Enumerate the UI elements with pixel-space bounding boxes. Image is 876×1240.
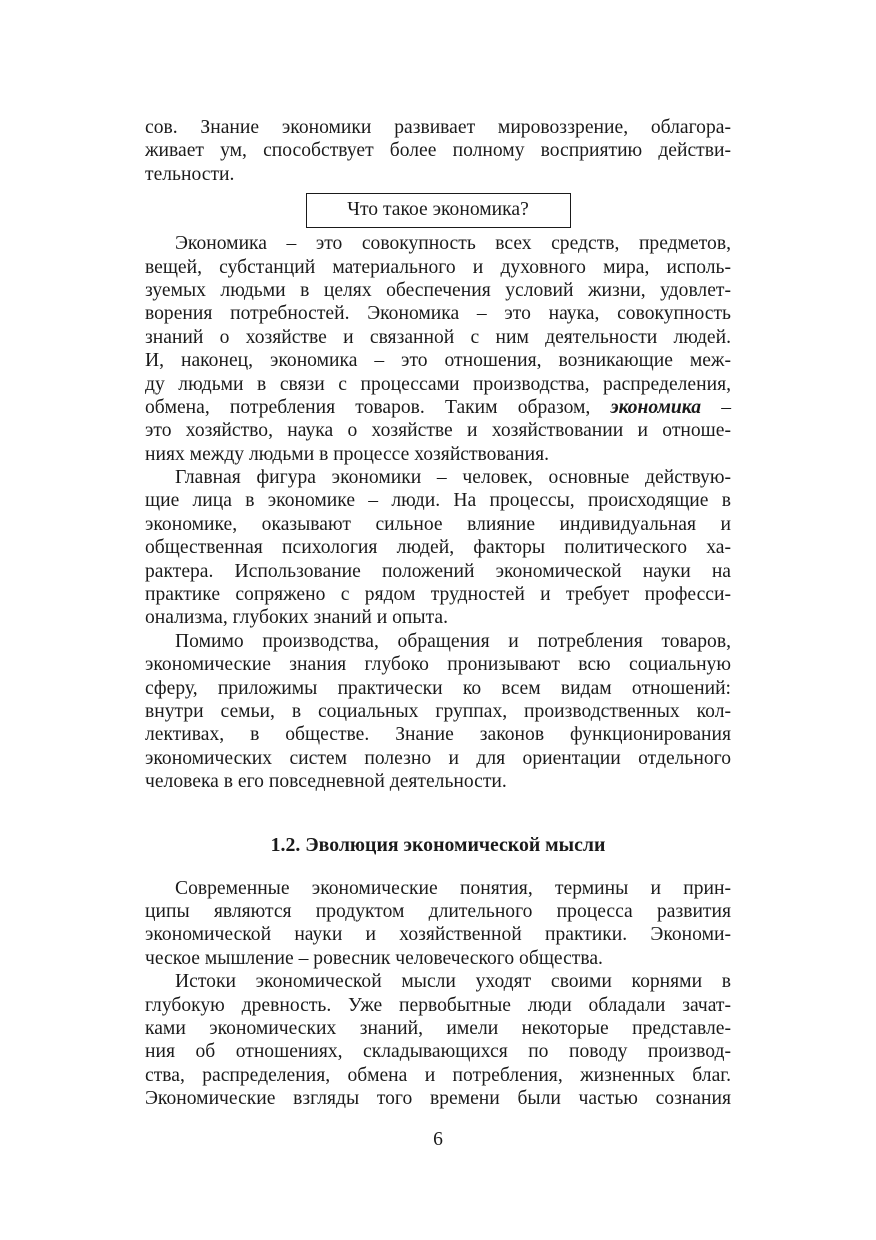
text-line: глубокую древность. Уже первобытные люди обладали зачат- xyxy=(145,994,731,1016)
text-line: вещей, субстанций материального и духовного мира, исполь- xyxy=(145,256,731,278)
paragraph xyxy=(145,877,731,971)
page-number: 6 xyxy=(433,1129,443,1150)
text-line: тельности. xyxy=(145,163,235,185)
paragraph xyxy=(145,630,731,794)
text-line: Помимо производства, обращения и потребления товаров, xyxy=(175,630,731,652)
boxed-question-wrap xyxy=(145,193,731,228)
text-line: рактера. Использование положений экономической науки на xyxy=(145,560,731,582)
text-segment: обмена, потребления товаров. Таким образом, xyxy=(145,396,591,418)
paragraph xyxy=(145,232,731,466)
text-line: это хозяйство, наука о хозяйстве и хозяйствовании и отноше- xyxy=(145,420,731,442)
text-line: Истоки экономической мысли уходят своими корнями в xyxy=(175,971,731,993)
text-line: сов. Знание экономики развивает мировоззрение, облагора- xyxy=(145,117,731,138)
text-line: знаний о хозяйстве и связанной с ним деятельности людей. xyxy=(145,326,731,348)
continuation-paragraph xyxy=(145,116,731,186)
text-line: экономические знания глубоко пронизывают всю социальную xyxy=(145,654,731,676)
text-line: лективах, в обществе. Знание законов функционирования xyxy=(145,724,731,746)
section-heading: 1.2. Эволюция экономической мысли xyxy=(270,833,606,856)
text-line: зуемых людьми в целях обеспечения условий жизни, удовлет- xyxy=(145,279,731,301)
text-line: практике сопряжено с рядом трудностей и требует професси- xyxy=(145,584,731,606)
text-line: Современные экономические понятия, термины и прин- xyxy=(175,877,731,899)
text-line: Экономические взгляды того времени были частью сознания xyxy=(145,1088,731,1110)
text-line: ворения потребностей. Экономика – это наука, совокупность xyxy=(145,303,731,325)
text-line: ципы являются продуктом длительного процесса развития xyxy=(145,900,731,922)
text-line: щие лица в экономике – люди. На процессы, происходящие в xyxy=(145,490,731,512)
text-line: ства, распределения, обмена и потребления, жизненных благ. xyxy=(145,1064,731,1086)
text-line: Экономика – это совокупность всех средств, предметов, xyxy=(175,233,731,255)
text-line: ческое мышление – ровесник человеческого общества. xyxy=(145,947,603,969)
paragraph xyxy=(145,466,731,630)
text-line: ния об отношениях, складывающихся по поводу производ- xyxy=(145,1041,731,1063)
boxed-question: Что такое экономика? xyxy=(306,193,571,228)
text-line: экономике, оказывают сильное влияние индивидуальная и xyxy=(145,513,731,535)
text-line: Главная фигура экономики – человек, основные действую- xyxy=(175,467,731,489)
text-line: сферу, приложимы практически ко всем видам отношений: xyxy=(145,677,731,699)
text-line: экономической науки и хозяйственной практики. Экономи- xyxy=(145,924,731,946)
text-segment: – xyxy=(721,396,731,418)
text-line-with-emphasis xyxy=(145,396,731,419)
page-content xyxy=(145,116,731,1110)
text-line: внутри семьи, в социальных группах, производственных кол- xyxy=(145,700,731,722)
paragraph xyxy=(145,970,731,1110)
text-line: ками экономических знаний, имели некоторые представле- xyxy=(145,1017,731,1039)
emphasized-term: экономика xyxy=(610,396,702,418)
text-line: человека в его повседневной деятельности. xyxy=(145,771,507,793)
text-line: И, наконец, экономика – это отношения, возникающие меж- xyxy=(145,350,731,372)
text-line: живает ум, способствует более полному восприятию действи- xyxy=(145,140,731,162)
text-line: ду людьми в связи с процессами производства, распределения, xyxy=(145,373,731,395)
text-line: экономических систем полезно и для ориентации отдельного xyxy=(145,747,731,769)
text-line: онализма, глубоких знаний и опыта. xyxy=(145,607,448,629)
text-line: общественная психология людей, факторы политического ха- xyxy=(145,537,731,559)
text-line: ниях между людьми в процессе хозяйствования. xyxy=(145,443,550,465)
